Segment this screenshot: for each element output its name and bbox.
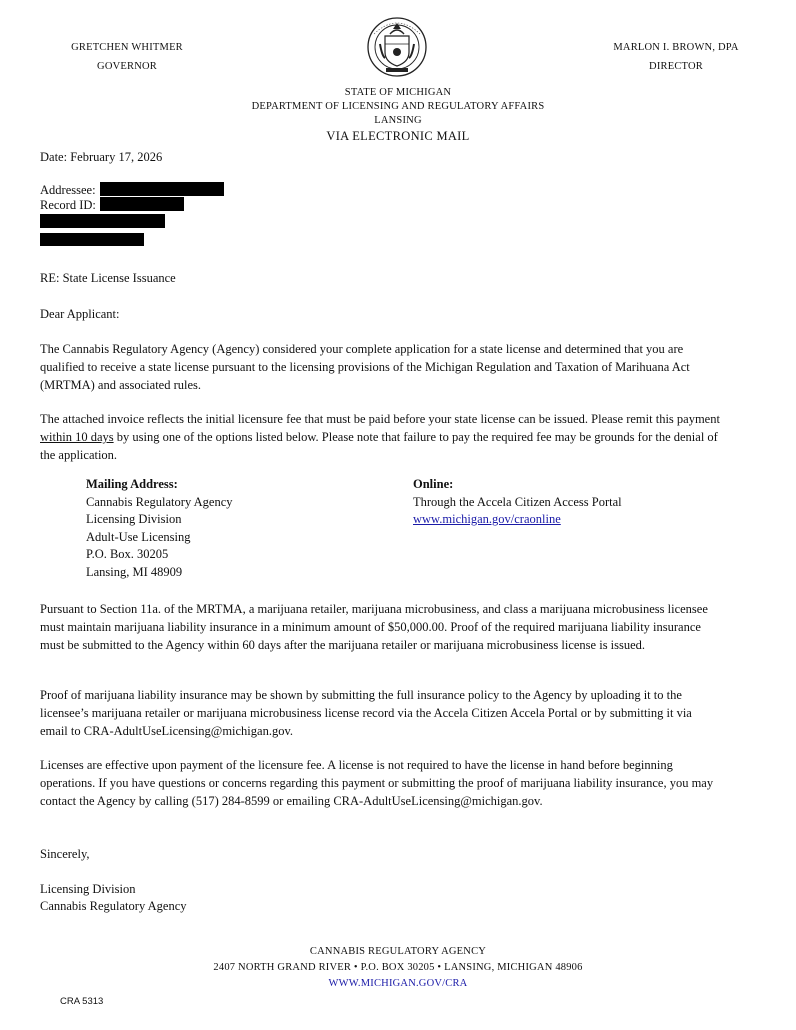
paragraph-approval: The Cannabis Regulatory Agency (Agency) considered your complete application for a state license and determined that you are qualified to receive a state license pursuant to the licensing provisions of the Michigan Regulation and Taxation of Marihuana Act (MRTMA) and associated rules. <box>40 342 690 392</box>
footer-url[interactable]: WWW.MICHIGAN.GOV/CRA <box>328 978 468 989</box>
michigan-state-seal-icon <box>366 14 428 80</box>
online-label: Online: <box>413 477 454 491</box>
redaction-bar <box>100 197 184 211</box>
salutation: Dear Applicant: <box>40 307 120 321</box>
closing: Sincerely, <box>40 847 90 861</box>
mailing-address-line: Adult-Use Licensing <box>86 529 191 544</box>
record-id-label: Record ID: <box>40 198 96 212</box>
online-portal-text: Through the Accela Citizen Access Portal <box>413 494 622 509</box>
mailing-address-line: P.O. Box. 30205 <box>86 547 169 561</box>
redaction-bar <box>40 233 144 246</box>
form-number: CRA 5313 <box>60 996 104 1007</box>
paragraph-payment <box>40 410 720 464</box>
mailing-address-line: Licensing Division <box>86 512 182 526</box>
director-title: DIRECTOR <box>649 61 703 72</box>
director-block <box>596 38 756 76</box>
craonline-link[interactable]: www.michigan.gov/craonline <box>413 512 561 526</box>
paragraph-payment-part1: The attached invoice reflects the initial licensure fee that must be paid before your state license can be issued. Please remit this payment <box>40 412 720 426</box>
state-name: STATE OF MICHIGAN <box>344 87 452 98</box>
mailing-address-line: Cannabis Regulatory Agency <box>86 494 233 509</box>
addressee-label: Addressee: <box>40 183 96 197</box>
governor-block <box>62 38 192 76</box>
payment-deadline: within 10 days <box>40 430 114 444</box>
redaction-bar <box>100 182 224 196</box>
footer <box>0 944 796 992</box>
signature-line-1: Licensing Division <box>40 882 136 896</box>
signature-line-2: Cannabis Regulatory Agency <box>40 899 187 913</box>
city-name: LANSING <box>374 115 422 126</box>
department-header <box>0 86 796 128</box>
footer-agency: CANNABIS REGULATORY AGENCY <box>309 946 487 957</box>
footer-address: 2407 NORTH GRAND RIVER • P.O. BOX 30205 • LANSING, MICHIGAN 48906 <box>213 962 583 973</box>
paragraph-payment-part2: by using one of the options listed below. Please note that failure to pay the required fee may be grounds for the denial of the application. <box>40 430 718 462</box>
governor-title: GOVERNOR <box>97 61 157 72</box>
mailing-address-block <box>86 476 233 581</box>
director-name: MARLON I. BROWN, DPA <box>613 42 739 53</box>
mailing-address-label: Mailing Address: <box>86 477 178 491</box>
subject-line: RE: State License Issuance <box>40 271 176 285</box>
department-name: DEPARTMENT OF LICENSING AND REGULATORY AFFAIRS <box>251 101 545 112</box>
online-payment-block <box>413 476 622 529</box>
mailing-address-line: Lansing, MI 48909 <box>86 564 183 579</box>
letter-date: Date: February 17, 2026 <box>40 150 163 164</box>
paragraph-insurance-requirement: Pursuant to Section 11a. of the MRTMA, a marijuana retailer, marijuana microbusiness, and class a marijuana microbusiness licensee must maintain marijuana liability insurance in a minimum amount of $50,000.00. Proof of the required marijuana liability insurance must be submitted to the Agency within 60 days after the marijuana retailer or marijuana microbusiness license is issued. <box>40 602 708 652</box>
paragraph-insurance-proof: Proof of marijuana liability insurance may be shown by submitting the full insurance policy to the Agency by uploading it to the licensee’s marijuana retailer or marijuana microbusiness license record via the Accela Citizen Accela Portal or by submitting it via email to CRA-AdultUseLicensing@michigan.gov. <box>40 688 692 738</box>
paragraph-effective-date: Licenses are effective upon payment of the licensure fee. A license is not required to have the license in hand before beginning operations. If you have questions or concerns regarding this payment or submitting the proof of marijuana liability insurance, you may contact the Agency by calling (517) 284-8599 or emailing CRA-AdultUseLicensing@michigan.gov. <box>40 758 714 808</box>
redaction-bar <box>40 214 165 228</box>
governor-name: GRETCHEN WHITMER <box>71 42 183 53</box>
delivery-method: VIA ELECTRONIC MAIL <box>326 129 470 143</box>
